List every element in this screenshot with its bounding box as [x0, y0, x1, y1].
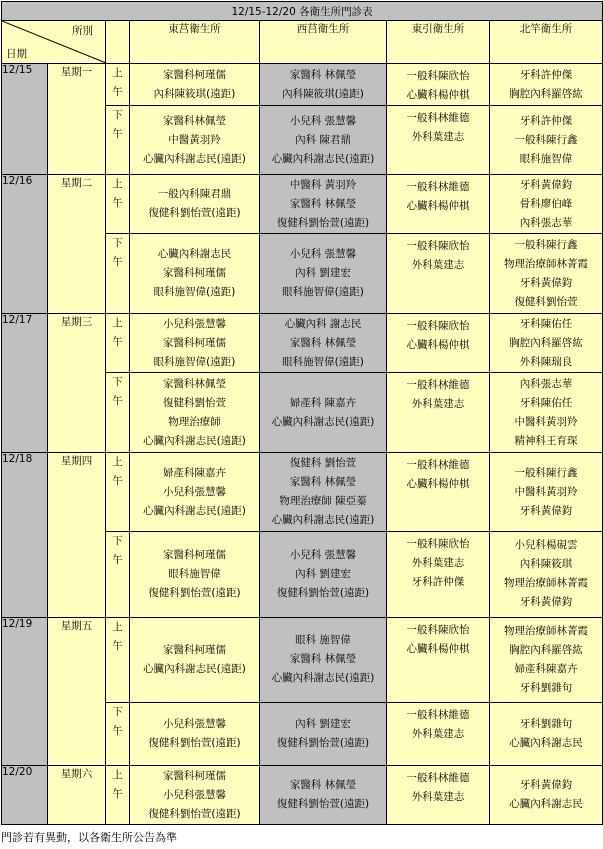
doctor-entry: 心臟內科謝志民(遠距) — [271, 514, 375, 527]
doctor-entry: 物理治療師 — [168, 415, 221, 428]
doctor-entry: 牙科黃偉鈞 — [519, 178, 573, 191]
weekday-cell: 星期二 — [48, 175, 106, 314]
corner-header — [2, 21, 106, 64]
doctor-entry: 心臟科楊仲棋 — [406, 200, 470, 213]
clinic-cell-dongju — [130, 106, 260, 175]
clinic-schedule-table — [1, 1, 603, 825]
doctor-entry: 心臟科楊仲棋 — [406, 642, 470, 655]
doctor-entry: 牙科許仲傑 — [519, 114, 573, 127]
date-cell: 12/19 — [2, 617, 48, 765]
clinic-cell-dongju — [130, 234, 260, 314]
corner-date-label: 日期 — [6, 47, 27, 60]
schedule-row — [2, 63, 603, 106]
clinic-cell-xiju — [260, 234, 387, 314]
period-label: 上 — [112, 178, 123, 191]
doctor-entry: 中醫科黃羽羚 — [514, 415, 578, 428]
doctor-entry: 中醫科 黃羽羚 — [289, 178, 357, 191]
doctor-entry: 家醫科柯瑾儒 — [163, 548, 226, 561]
doctor-entry: 內科陳筱琪(遠距) — [282, 87, 364, 100]
clinic-cell-dongju — [130, 314, 260, 373]
header-clinic-dongju: 東莒衛生所 — [130, 21, 260, 64]
clinic-cell-beigan — [490, 453, 603, 531]
doctor-entry: 心臟內科謝志民(遠距) — [143, 434, 246, 447]
doctor-entry: 一般科陳欣怡 — [406, 69, 470, 82]
clinic-cell-dongju — [130, 531, 260, 617]
doctor-entry: 內科張志華 — [519, 216, 573, 229]
clinic-cell-beigan — [490, 314, 603, 373]
doctor-entry: 心臟內科謝志民(遠距) — [271, 415, 375, 428]
doctor-entry: 一般科陳欣怡 — [406, 537, 470, 550]
doctor-entry: 家醫科 林佩瑩 — [289, 336, 357, 349]
schedule-row — [2, 453, 603, 531]
period-cell-am — [106, 766, 130, 825]
period-label: 上 — [112, 66, 123, 79]
period-label: 下 — [112, 376, 123, 389]
doctor-entry: 復健科劉怡萱(遠距) — [148, 807, 241, 820]
doctor-entry: 內科陳筱琪(遠距) — [153, 87, 236, 100]
doctor-entry: 小兒科 張慧馨 — [289, 114, 357, 127]
doctor-entry: 家醫科 林佩瑩 — [289, 197, 357, 210]
doctor-entry: 外科葉建志 — [411, 259, 465, 272]
date-cell: 12/15 — [2, 63, 48, 175]
clinic-cell-xiju — [260, 531, 387, 617]
clinic-cell-dongju — [130, 703, 260, 766]
doctor-entry: 一般科陳欣怡 — [406, 240, 470, 253]
doctor-entry: 一般科林維德 — [406, 112, 470, 125]
doctor-entry: 小兒科張慧馨 — [163, 788, 226, 801]
doctor-entry: 眼科施智偉(遠距) — [153, 355, 236, 368]
doctor-entry: 家醫科 林佩瑩 — [289, 653, 357, 666]
doctor-entry: 物理治療師林菁霞 — [504, 577, 589, 590]
period-label: 下 — [112, 706, 123, 719]
doctor-entry: 復健科劉怡萱(遠距) — [276, 737, 370, 750]
period-label: 午 — [112, 553, 123, 566]
period-cell-pm — [106, 234, 130, 314]
period-cell-am — [106, 314, 130, 373]
clinic-cell-dongyin — [387, 766, 490, 825]
table-title: 12/15-12/20 各衛生所門診表 — [2, 2, 603, 21]
clinic-cell-xiju — [260, 106, 387, 175]
period-label: 上 — [112, 620, 123, 633]
doctor-entry: 胸腔內科羅啓紘 — [509, 643, 583, 656]
period-cell-am — [106, 617, 130, 702]
period-label: 午 — [112, 788, 123, 800]
doctor-entry: 小兒科張慧馨 — [163, 718, 226, 731]
clinic-cell-dongyin — [387, 314, 490, 373]
clinic-cell-beigan — [490, 766, 603, 825]
weekday-cell: 星期三 — [48, 314, 106, 453]
doctor-entry: 外科陳瑞良 — [519, 355, 573, 368]
clinic-cell-beigan — [490, 106, 603, 175]
weekday-cell: 星期一 — [48, 63, 106, 175]
schedule-row — [2, 617, 603, 702]
doctor-entry: 復健科劉怡萱 — [163, 396, 226, 409]
doctor-entry: 眼科施智偉 — [519, 152, 573, 165]
header-clinic-dongyin: 東引衛生所 — [387, 21, 490, 64]
doctor-entry: 一般科陳行鑫 — [514, 238, 578, 251]
doctor-entry: 復健科劉怡萱(遠距) — [276, 586, 370, 599]
doctor-entry: 眼科 施智偉 — [295, 634, 351, 647]
doctor-entry: 內科 劉建宏 — [295, 267, 351, 280]
period-label: 午 — [112, 256, 123, 269]
clinic-cell-dongyin — [387, 617, 490, 702]
doctor-entry: 一般科陳行鑫 — [514, 133, 578, 146]
period-label: 午 — [112, 639, 123, 652]
period-label: 下 — [112, 109, 123, 122]
doctor-entry: 心臟科楊仲棋 — [406, 478, 470, 491]
doctor-entry: 家醫科柯瑾儒 — [163, 68, 226, 81]
period-label: 下 — [112, 534, 123, 547]
clinic-cell-dongju — [130, 453, 260, 531]
clinic-cell-xiju — [260, 175, 387, 234]
doctor-entry: 小兒科 張慧馨 — [289, 548, 357, 561]
clinic-cell-dongyin — [387, 63, 490, 106]
doctor-entry: 復健科 劉怡萱 — [289, 457, 357, 470]
doctor-entry: 婦產科 陳嘉卉 — [289, 396, 357, 409]
clinic-cell-xiju — [260, 453, 387, 531]
clinic-cell-xiju — [260, 314, 387, 373]
doctor-entry: 心臟科楊仲棋 — [406, 339, 470, 352]
period-cell-pm — [106, 106, 130, 175]
doctor-entry: 外科葉建志 — [411, 728, 465, 741]
doctor-entry: 一般科林維德 — [406, 181, 470, 194]
clinic-cell-dongyin — [387, 175, 490, 234]
doctor-entry: 復健科劉怡萱(遠距) — [148, 207, 241, 220]
period-label: 午 — [112, 475, 123, 488]
clinic-cell-dongju — [130, 373, 260, 453]
doctor-entry: 骨科廖伯峰 — [519, 197, 573, 210]
clinic-cell-xiju — [260, 63, 387, 106]
doctor-entry: 小兒科楊硯雲 — [514, 539, 578, 552]
period-label: 下 — [112, 237, 123, 250]
doctor-entry: 牙科陳佑任 — [519, 396, 573, 409]
doctor-entry: 牙科許仲傑 — [411, 575, 465, 588]
clinic-cell-beigan — [490, 63, 603, 106]
doctor-entry: 牙科黃偉鈞 — [519, 504, 573, 517]
doctor-entry: 物理治療師林菁霞 — [504, 624, 589, 637]
doctor-entry: 內科陳筱琪 — [519, 558, 573, 571]
schedule-row — [2, 766, 603, 825]
schedule-row — [2, 175, 603, 234]
header-clinic-beigan: 北竿衛生所 — [490, 21, 603, 64]
clinic-cell-beigan — [490, 531, 603, 617]
clinic-cell-dongyin — [387, 531, 490, 617]
doctor-entry: 小兒科張慧馨 — [163, 317, 226, 330]
doctor-entry: 牙科黃偉鈞 — [519, 276, 573, 289]
clinic-cell-dongyin — [387, 453, 490, 531]
doctor-entry: 復健科劉怡萱(遠距) — [148, 586, 241, 599]
doctor-entry: 外科葉建志 — [411, 131, 465, 144]
period-cell-am — [106, 63, 130, 106]
doctor-entry: 心臟內科謝志民(遠距) — [271, 152, 375, 165]
clinic-cell-beigan — [490, 617, 603, 702]
clinic-cell-xiju — [260, 766, 387, 825]
doctor-entry: 內科張志華 — [519, 377, 573, 390]
corner-clinic-label: 所別 — [72, 25, 93, 38]
clinic-cell-dongju — [130, 175, 260, 234]
doctor-entry: 牙科劉雜句 — [519, 718, 573, 731]
clinic-cell-xiju — [260, 703, 387, 766]
doctor-entry: 心臟內科謝志民(遠距) — [271, 672, 375, 685]
doctor-entry: 家醫科柯瑾儒 — [163, 643, 226, 656]
doctor-entry: 一般內科陳君鼎 — [157, 188, 232, 201]
doctor-entry: 婦產科陳嘉卉 — [514, 662, 578, 675]
weekday-cell: 星期五 — [48, 617, 106, 765]
doctor-entry: 一般科陳欣怡 — [406, 320, 470, 333]
clinic-cell-dongyin — [387, 373, 490, 453]
doctor-entry: 心臟科楊仲棋 — [406, 88, 470, 101]
doctor-entry: 中醫黃羽羚 — [168, 133, 221, 146]
date-cell: 12/16 — [2, 175, 48, 314]
doctor-entry: 一般科陳行鑫 — [514, 466, 578, 479]
period-label: 午 — [112, 336, 123, 349]
doctor-entry: 復健科劉怡萱(遠距) — [276, 798, 370, 810]
period-label: 午 — [112, 128, 123, 141]
doctor-entry: 心臟內科謝志民(遠距) — [143, 504, 246, 517]
clinic-cell-dongju — [130, 617, 260, 702]
doctor-entry: 胸腔內科羅啓紘 — [509, 336, 583, 349]
doctor-entry: 家醫科柯瑾儒 — [163, 769, 226, 782]
doctor-entry: 家醫科 林佩瑩 — [289, 476, 357, 489]
date-cell: 12/20 — [2, 766, 48, 825]
period-cell-am — [106, 175, 130, 234]
doctor-entry: 牙科許仲傑 — [519, 68, 573, 81]
header-clinic-xiju: 西莒衛生所 — [260, 21, 387, 64]
doctor-entry: 內科 劉建宏 — [295, 718, 351, 731]
period-cell-am — [106, 453, 130, 531]
clinic-cell-beigan — [490, 373, 603, 453]
doctor-entry: 家醫科柯瑾儒 — [163, 336, 226, 349]
period-cell-pm — [106, 703, 130, 766]
doctor-entry: 復健科劉怡萱(遠距) — [148, 737, 241, 750]
doctor-entry: 心臟內科謝志民(遠距) — [143, 662, 246, 675]
doctor-entry: 眼科施智偉 — [168, 567, 221, 580]
period-cell-pm — [106, 373, 130, 453]
period-label: 午 — [112, 725, 123, 738]
doctor-entry: 眼科施智偉(遠距) — [282, 355, 364, 368]
doctor-entry: 小兒科張慧馨 — [163, 485, 226, 498]
doctor-entry: 外科葉建志 — [411, 791, 465, 803]
period-label: 上 — [112, 769, 123, 781]
doctor-entry: 家醫科林佩瑩 — [163, 114, 226, 127]
doctor-entry: 外科葉建志 — [411, 398, 465, 411]
doctor-entry: 一般科林維德 — [406, 379, 470, 392]
footnote: 門診若有異動，以各衛生所公告為準 — [1, 831, 177, 844]
period-label: 午 — [112, 197, 123, 210]
doctor-entry: 心臟內科謝志民 — [509, 737, 583, 750]
doctor-entry: 家醫科 林佩瑩 — [289, 779, 357, 791]
period-label: 午 — [112, 395, 123, 408]
doctor-entry: 家醫科林佩瑩 — [163, 377, 226, 390]
title-row — [2, 2, 603, 21]
clinic-cell-dongyin — [387, 106, 490, 175]
doctor-entry: 眼科施智偉(遠距) — [282, 286, 364, 299]
doctor-entry: 心臟內科謝志民 — [157, 248, 232, 261]
doctor-entry: 心臟內科謝志民(遠距) — [143, 152, 246, 165]
doctor-entry: 一般科林維德 — [406, 459, 470, 472]
doctor-entry: 內科 劉建宏 — [295, 567, 351, 580]
clinic-cell-dongyin — [387, 234, 490, 314]
doctor-entry: 中醫科黃羽羚 — [514, 485, 578, 498]
doctor-entry: 牙科劉雜句 — [519, 681, 573, 694]
date-cell: 12/17 — [2, 314, 48, 453]
period-label: 午 — [112, 85, 123, 98]
clinic-cell-beigan — [490, 703, 603, 766]
doctor-entry: 牙科黃偉鈞 — [519, 779, 573, 791]
period-label: 上 — [112, 456, 123, 469]
clinic-cell-dongju — [130, 766, 260, 825]
doctor-entry: 心臟內科謝志民 — [509, 798, 583, 810]
doctor-entry: 胸腔內科羅啓紘 — [509, 87, 583, 100]
doctor-entry: 牙科黃偉鈞 — [519, 596, 573, 609]
doctor-entry: 物理治療師 陳亞蓁 — [279, 495, 367, 508]
header-row — [2, 21, 603, 64]
period-label: 上 — [112, 317, 123, 330]
date-cell: 12/18 — [2, 453, 48, 617]
doctor-entry: 內科 陳君鼎 — [295, 133, 351, 146]
doctor-entry: 婦產科陳嘉卉 — [163, 466, 226, 479]
weekday-cell: 星期六 — [48, 766, 106, 825]
weekday-cell: 星期四 — [48, 453, 106, 617]
doctor-entry: 家醫科 林佩瑩 — [289, 68, 357, 81]
doctor-entry: 復健科劉怡萱 — [514, 295, 578, 308]
period-cell-pm — [106, 531, 130, 617]
doctor-entry: 眼科施智偉(遠距) — [153, 286, 236, 299]
schedule-row — [2, 314, 603, 373]
clinic-cell-beigan — [490, 234, 603, 314]
clinic-cell-xiju — [260, 617, 387, 702]
doctor-entry: 物理治療師林菁霞 — [504, 257, 589, 270]
doctor-entry: 精神科王育琛 — [514, 434, 578, 447]
clinic-cell-dongyin — [387, 703, 490, 766]
clinic-cell-xiju — [260, 373, 387, 453]
header-period-blank — [106, 21, 130, 64]
doctor-entry: 家醫科柯瑾儒 — [163, 267, 226, 280]
doctor-entry: 牙科陳佑任 — [519, 317, 573, 330]
doctor-entry: 心臟內科 謝志民 — [284, 317, 362, 330]
doctor-entry: 一般科陳欣怡 — [406, 623, 470, 636]
doctor-entry: 小兒科 張慧馨 — [289, 248, 357, 261]
doctor-entry: 復健科劉怡萱(遠距) — [276, 216, 370, 229]
doctor-entry: 一般科林維德 — [406, 709, 470, 722]
doctor-entry: 外科葉建志 — [411, 556, 465, 569]
clinic-cell-dongju — [130, 63, 260, 106]
doctor-entry: 一般科林維德 — [406, 772, 470, 784]
clinic-cell-beigan — [490, 175, 603, 234]
